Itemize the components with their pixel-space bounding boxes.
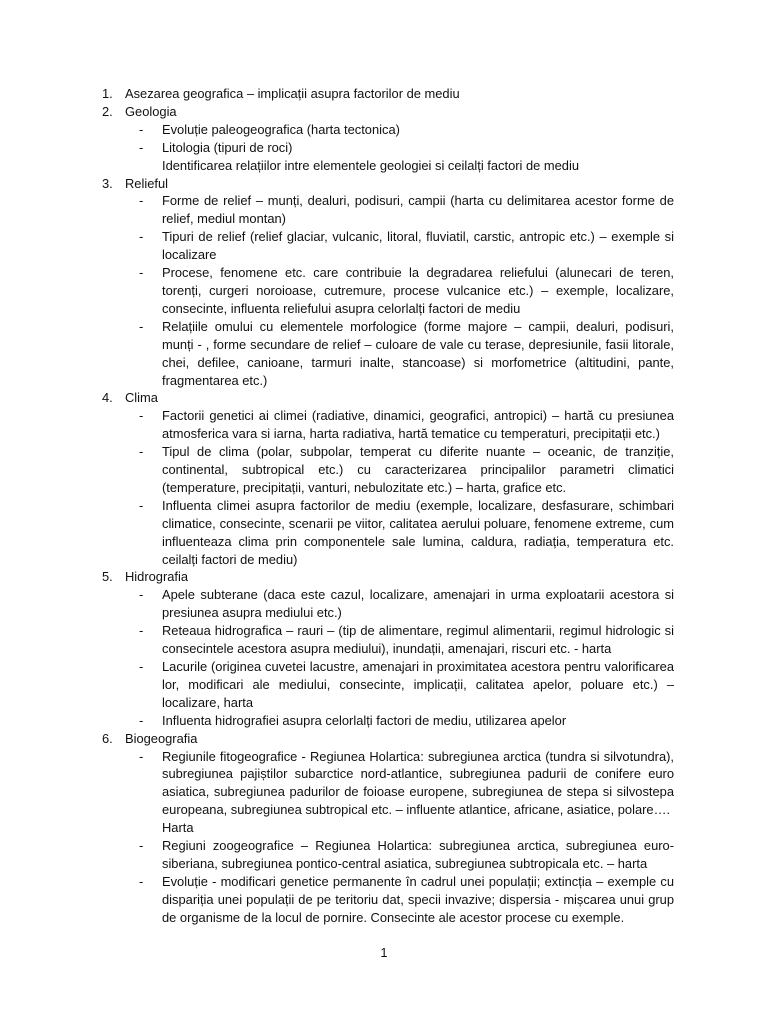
section-1-heading [0,85,674,103]
bullet-dash: - [139,265,144,281]
list-item-text-map: Harta [162,820,194,836]
list-item-text: Evoluție - modificari genetice permanente în cadrul unei populații; extincția – exemple cu dispariția unei populații de pe teritoriu dat, specii invazive; dispersia - mișcarea unui grup de organisme de la locul de pornire. Consecinte ale acestor procese cu exemple. [162,873,674,925]
section-2-heading [0,103,674,121]
bullet-dash: - [139,444,144,460]
list-item [0,318,674,390]
list-item-text: Factorii genetici ai climei (radiative, dinamici, geografici, antropici) – hartă cu presiunea atmosferica vara si iarna, harta radiativa, hartă tematice cu temperaturi, precipitații etc.) [162,408,674,442]
list-item [0,497,674,569]
list-item [0,192,674,228]
section-3-heading [0,175,674,193]
section-number: 4. [102,390,113,406]
list-item [0,407,674,443]
list-item [0,658,674,712]
list-item [0,873,674,927]
bullet-dash: - [139,873,144,889]
list-item-text: Lacurile (originea cuvetei lacustre, amenajari in proximitatea acestora pentru valorificarea lor, modificari ale mediului, consecinte, implicații, calitatea apelor, poluare etc.) – localizare, harta [162,659,674,710]
section-4-heading [0,389,674,407]
section-number: 3. [102,175,113,191]
list-item [0,712,674,730]
section-number: 5. [102,569,113,585]
list-item-text: Tipul de clima (polar, subpolar, temperat cu diferite nuante – oceanic, de tranziție, continental, subtropical etc.) cu caracterizarea principalilor parametri climatici (temperature, precipitații, vanturi, nebulozitate etc.) – harta, grafice etc. [162,444,674,495]
list-item [0,443,674,497]
bullet-dash: - [139,408,144,424]
section-6-heading [0,730,674,748]
section-title: Geologia [125,103,177,119]
document-body [0,85,768,927]
list-item-text: Relațiile omului cu elementele morfologice (forme majore – campii, dealuri, podisuri, munți - , forme secundare de relief – culoare de vale cu terase, depresiunile, fasii litorale, chei, defilee, canioane, tarmuri inalte, stancoase) si morfometrice (altitudini, pante, fragmentarea etc.) [162,318,674,388]
bullet-dash: - [139,139,144,155]
list-item-text: Procese, fenomene etc. care contribuie la degradarea reliefului (alunecari de teren, torenți, curgeri noroioase, cutremure, procese vulcanice etc.) – exemple, localizare, consecinte, influenta reliefului asupra celorlalți factori de mediu [162,265,674,316]
list-item [0,139,674,157]
bullet-dash: - [139,121,144,137]
section-number: 1. [102,86,113,101]
list-item-continuation: Identificarea relațiilor intre elementele geologiei si ceilalți factori de mediu [162,157,580,173]
bullet-dash: - [139,193,144,209]
section-number: 2. [102,103,113,119]
bullet-dash: - [139,748,144,764]
list-item-text: Regiunile fitogeografice - Regiunea Holartica: subregiunea arctica (tundra si silvotundra), subregiunea pajiștilor subarctice nord-atlantice, subregiunea padurii de conifere euro asiatica, subregiunea padurilor de foioase europene, subregiunea de stepa si silvostepa europeana, subregiunea subtropical etc. – influente atlantice, africane, asiatice, polare…. [162,748,674,818]
bullet-dash: - [139,659,144,674]
list-item-text: Forme de relief – munți, dealuri, podisuri, campii (harta cu delimitarea acestor forme de relief, mediul montan) [162,193,674,227]
bullet-dash: - [139,838,144,854]
list-item-text: Influenta hidrografiei asupra celorlalți factori de mediu, utilizarea apelor [162,712,567,728]
section-number: 6. [102,730,113,746]
list-item [0,121,674,139]
section-title: Asezarea geografica – implicații asupra factorilor de mediu [125,86,460,101]
bullet-dash: - [139,229,144,245]
bullet-dash: - [139,623,144,639]
list-item-text: Evoluție paleogeografica (harta tectonica) [162,121,400,137]
list-item-text: Regiuni zoogeografice – Regiunea Holartica: subregiunea arctica, subregiunea euro-siberiana, subregiunea pontico-central asiatica, subregiunea subtropicala etc. – harta [162,838,674,871]
bullet-dash: - [139,587,144,603]
page-number: 1 [380,945,388,960]
section-5-heading [0,568,674,586]
list-item-text: Influenta climei asupra factorilor de mediu (exemple, localizare, desfasurare, schimbari climatice, consecinte, scenarii pe viitor, calitatea aerului poluare, fenomene extreme, cum influenteaza clima prin componentele sale lumina, caldura, radiația, temperatura etc. ceilalți factori de mediu) [162,497,674,567]
section-title: Hidrografia [125,569,189,585]
list-item [0,264,674,318]
bullet-dash: - [139,497,144,513]
bullet-dash: - [139,318,144,334]
list-item-text: Litologia (tipuri de roci) [162,139,293,155]
section-title: Relieful [125,175,168,191]
list-item [0,228,674,264]
list-item [0,748,674,838]
bullet-dash: - [139,712,144,728]
list-item-text: Reteaua hidrografica – rauri – (tip de alimentare, regimul alimentarii, regimul hidrologic si consecintele acestora asupra mediului), inundații, amenajari, riscuri etc. - harta [162,623,674,657]
list-item-text: Apele subterane (daca este cazul, localizare, amenajari in urma exploatarii acestora si presiunea asupra mediului etc.) [162,587,674,621]
list-item-text: Tipuri de relief (relief glaciar, vulcanic, litoral, fluviatil, carstic, antropic etc.) – exemple si localizare [162,229,674,263]
section-title: Biogeografia [125,730,198,746]
section-title: Clima [125,390,158,406]
list-item [0,622,674,658]
list-item [0,837,674,873]
list-item [0,586,674,622]
